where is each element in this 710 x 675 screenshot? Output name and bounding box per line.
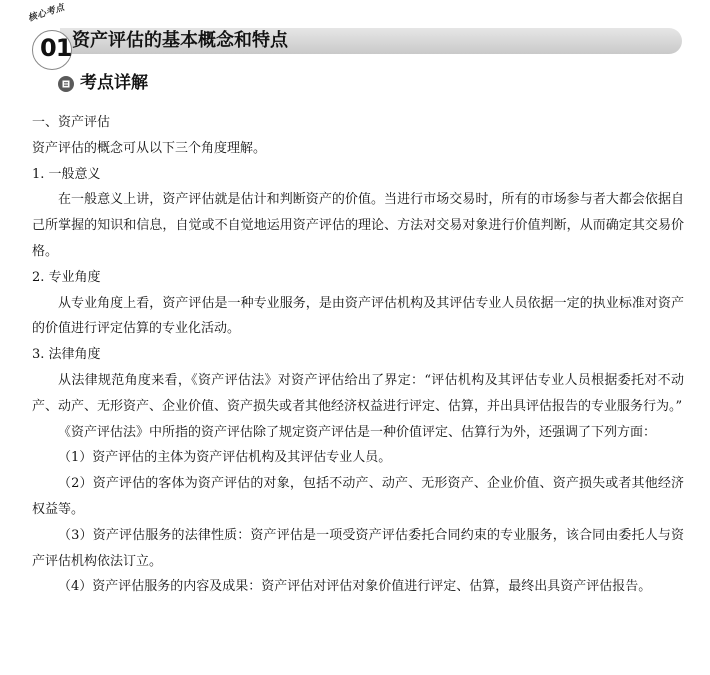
paragraph: 在一般意义上讲，资产评估就是估计和判断资产的价值。当进行市场交易时，所有的市场参与者大都会依据自己所掌握的知识和信息，自觉或不自觉地运用资产评估的理论、方法对交易对象进行价值判断，从而确定其交易价格。 <box>32 192 684 259</box>
page-title: 资产评估的基本概念和特点 <box>72 30 288 51</box>
section-title: 考点详解 <box>80 73 148 93</box>
subheading-professional: 2. 专业角度 <box>32 269 101 285</box>
paragraph: 《资产评估法》中所指的资产评估除了规定资产评估是一种价值评定、估算行为外，还强调了下列方面： <box>58 424 657 440</box>
subheading-general: 1. 一般意义 <box>32 166 101 182</box>
badge-arc-text: 核心考点 <box>26 2 67 24</box>
header-badge <box>10 2 72 62</box>
list-item: （3）资产评估服务的法律性质：资产评估是一项受资产评估委托合同约束的专业服务，该合同由委托人与资产评估机构依法订立。 <box>32 527 684 569</box>
heading-1: 一、资产评估 <box>32 115 111 130</box>
badge-number: 01 <box>40 34 72 62</box>
subheading-legal: 3. 法律角度 <box>32 347 101 363</box>
paragraph: 资产评估的概念可从以下三个角度理解。 <box>32 140 267 156</box>
list-item: （2）资产评估的客体为资产评估的对象，包括不动产、动产、无形资产、企业价值、资产损失或者其他经济权益等。 <box>32 476 684 517</box>
list-item: （1）资产评估的主体为资产评估机构及其评估专业人员。 <box>58 450 392 466</box>
body-text <box>32 110 684 600</box>
list-item: （4）资产评估服务的内容及成果：资产评估对评估对象价值进行评定、估算，最终出具资产评估报告。 <box>58 579 652 595</box>
paragraph: 从法律规范角度来看，《资产评估法》对资产评估给出了界定：“评估机构及其评估专业人员根据委托对不动产、动产、无形资产、企业价值、资产损失或者其他经济权益进行评定、估算，并出具评估报告的专业服务行为。” <box>32 372 684 414</box>
paragraph: 从专业角度上看，资产评估是一种专业服务，是由资产评估机构及其评估专业人员依据一定的执业标准对资产的价值进行评定估算的专业化活动。 <box>32 295 684 337</box>
book-icon <box>58 76 74 92</box>
